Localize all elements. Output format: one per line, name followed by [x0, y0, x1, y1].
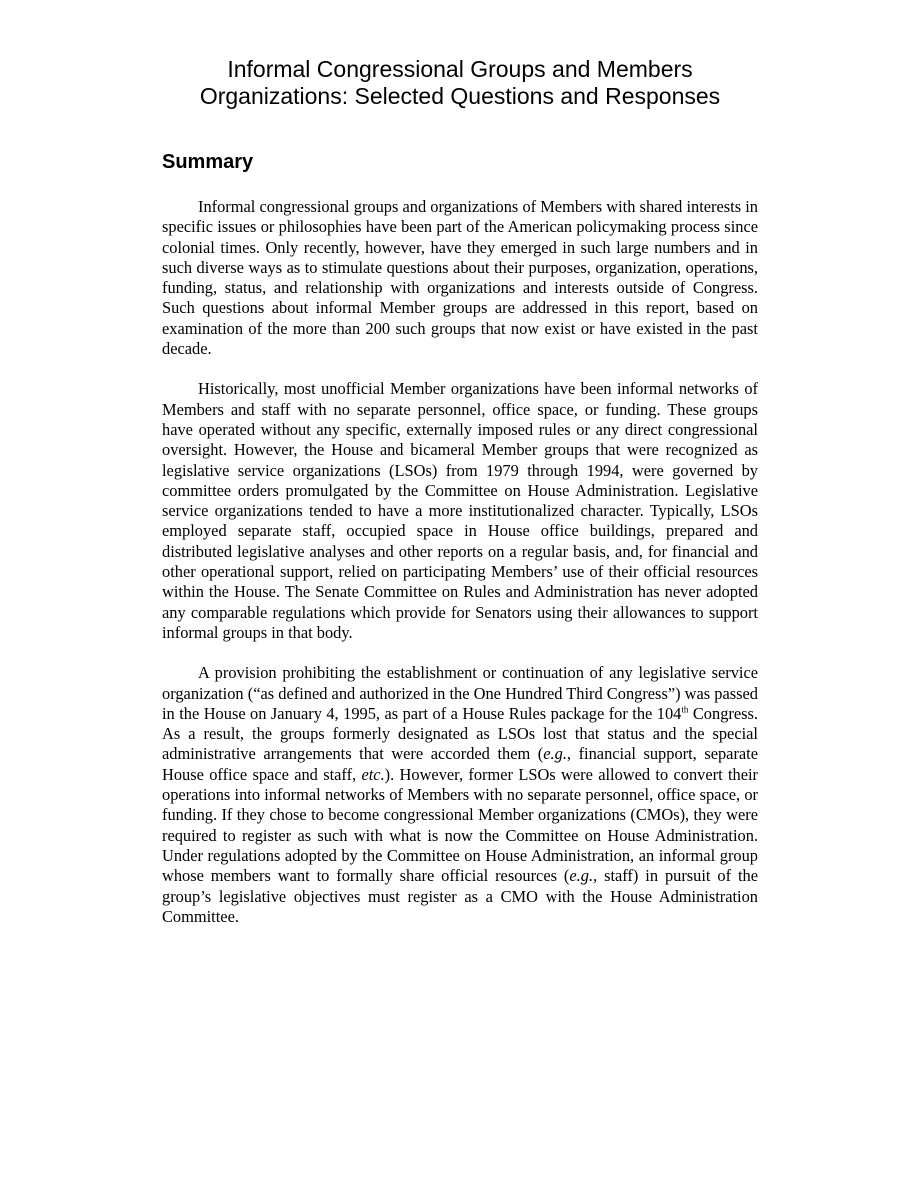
italic-eg-2: e.g., [569, 866, 598, 886]
title-line-2: Organizations: Selected Questions and Responses [199, 83, 721, 109]
paragraph-3-text-part-2: Congress. As a result, the groups formerly designated as LSOs lost that status and the special administrative arrangements that were accorded them ( [162, 703, 758, 764]
summary-paragraph-3 [162, 663, 758, 927]
italic-etc: etc. [361, 764, 385, 784]
italic-eg-1: e.g. [543, 744, 567, 764]
title-line-1: Informal Congressional Groups and Members [227, 56, 693, 82]
document-title [162, 56, 758, 110]
ordinal-superscript: th [681, 704, 689, 715]
summary-heading: Summary [162, 151, 254, 173]
summary-paragraph-2: Historically, most unofficial Member organizations have been informal networks of Members and staff with no separate personnel, office space, or funding. These groups have operated without any specific, externally imposed rules or any direct congressional oversight. However, the House and bicameral Member groups that were recognized as legislative service organizations (LSOs) from 1979 through 1994, were governed by committee orders promulgated by the Committee on House Administration. Legislative service organizations tended to have a more institutionalized character. Typically, LSOs employed separate staff, occupied space in House office buildings, prepared and distributed legislative analyses and other reports on a regular basis, and, for financial and other operational support, relied on participating Members’ use of their official resources within the House. The Senate Committee on Rules and Administration has never adopted any comparable regulations which provide for Senators using their allowances to support informal groups in that body. [162, 379, 758, 642]
document-page [162, 56, 758, 927]
summary-paragraph-1: Informal congressional groups and organizations of Members with shared interests in specific issues or philosophies have been part of the American policymaking process since colonial times. Only recently, however, have they emerged in such large numbers and in such diverse ways as to stimulate questions about their purposes, organization, operations, funding, status, and relationship with organizations and interests outside of Congress. Such questions about informal Member groups are addressed in this report, based on examination of the more than 200 such groups that now exist or have existed in the past decade. [162, 197, 758, 359]
paragraph-3-text-part-3: , financial support, separate House office space and staff, [162, 744, 759, 784]
paragraph-3-text-part-5: staff) in pursuit of the group’s legislative objectives must register as a CMO with the House Administration Committee. [162, 866, 759, 926]
paragraph-3-text-part-4: ). However, former LSOs were allowed to convert their operations into informal networks of Members with no separate personnel, office space, or funding. If they chose to become congressional Member organizations (CMOs), they were required to register as such with what is now the Committee on House Administration. Under regulations adopted by the Committee on House Administration, an informal group whose members want to formally share official resources ( [162, 764, 759, 886]
paragraph-3-text-part-1: A provision prohibiting the establishment or continuation of any legislative service organization (“as defined and authorized in the One Hundred Third Congress”) was passed in the House on January 4, 1995, as part of a House Rules package for the 104 [162, 663, 758, 723]
